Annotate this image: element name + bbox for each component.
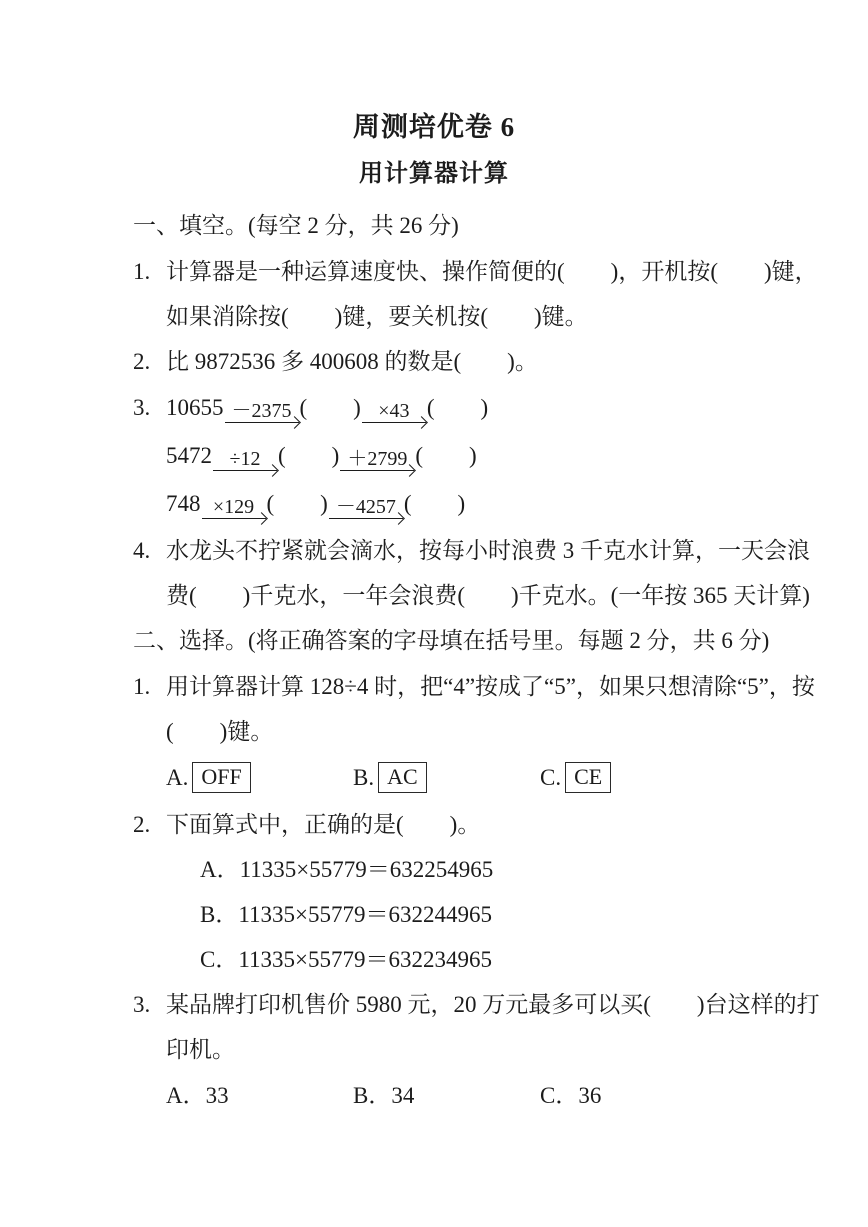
arrow-shaft [225, 422, 299, 428]
option-a: A．33 [166, 1083, 229, 1108]
answer-blank: ( ) [403, 491, 466, 516]
operation-arrow [329, 497, 403, 524]
option-label: A. [166, 765, 189, 790]
s2-q1-line1 [133, 664, 815, 709]
section2-heading: 二、选择。(将正确答案的字母填在括号里。每题 2 分，共 6 分) [133, 628, 770, 653]
item-number: 2. [133, 349, 151, 374]
s2-q3-line1 [133, 982, 820, 1027]
item-number: 1. [133, 259, 151, 284]
arrow-shaft [202, 518, 266, 524]
key-box-ac: AC [378, 762, 427, 793]
arrow-shaft [213, 470, 277, 476]
arrow-operation-label: ＋2799 [347, 448, 408, 470]
s2-q3-line2: 印机。 [166, 1037, 235, 1062]
answer-blank: ( ) [415, 443, 477, 468]
question-text: 用计算器计算 128÷4 时，把“4”按成了“5”，如果只想清除“5”，按 [166, 674, 815, 699]
s1-q3-chain-3 [133, 480, 806, 528]
arrow-shaft [340, 470, 414, 476]
arrow-shaft [329, 518, 403, 524]
s1-q3-chain-1 [133, 384, 806, 432]
worksheet-content [133, 203, 820, 1120]
s1-q4-line1 [133, 528, 810, 573]
key-box-off: OFF [192, 762, 250, 793]
s1-q4-line2: 费( )千克水，一年会浪费( )千克水。(一年按 365 天计算) [166, 583, 810, 608]
chain-start-value: 5472 [166, 443, 212, 468]
s2-q2-option-c: C．11335×55779＝632234965 [200, 947, 492, 972]
operation-arrow [202, 497, 266, 524]
s1-q2-line [133, 339, 806, 384]
option-b: B．34 [353, 1083, 415, 1108]
arrow-operation-label: ×43 [378, 400, 410, 422]
question-text: 比 9872536 多 400608 的数是( )。 [166, 349, 538, 374]
page-title: 周测培优卷 6 [352, 112, 516, 142]
operation-arrow [213, 449, 277, 476]
option-c: C．36 [540, 1083, 602, 1108]
question-text: 某品牌打印机售价 5980 元，20 万元最多可以买( )台这样的打 [166, 992, 820, 1017]
item-number: 3. [133, 992, 151, 1017]
answer-blank: ( ) [266, 491, 328, 516]
option-a [166, 754, 353, 802]
s1-q1-line1 [133, 249, 818, 294]
s2-q1-line2: ( )键。 [166, 719, 274, 744]
item-number: 3. [133, 395, 151, 420]
option-c [540, 754, 727, 802]
arrow-operation-label: －4257 [335, 496, 396, 518]
question-text: 水龙头不拧紧就会滴水，按每小时浪费 3 千克水计算，一天会浪 [166, 538, 810, 563]
chain-start-value: 10655 [166, 395, 224, 420]
option-label: B. [353, 765, 375, 790]
arrow-shaft [362, 422, 426, 428]
item-number: 2. [133, 812, 151, 837]
chain-start-value: 748 [166, 491, 201, 516]
operation-arrow [362, 401, 426, 428]
s2-q2-line [133, 802, 806, 847]
key-box-ce: CE [565, 762, 611, 793]
s2-q2-option-a: A．11335×55779＝632254965 [200, 857, 494, 882]
answer-blank: ( ) [299, 395, 361, 420]
item-number: 4. [133, 538, 151, 563]
option-label: C. [540, 765, 562, 790]
answer-blank: ( ) [278, 443, 340, 468]
question-text: 计算器是一种运算速度快、操作简便的( )，开机按( )键， [166, 259, 818, 284]
arrow-operation-label: ÷12 [229, 448, 261, 470]
item-number: 1. [133, 674, 151, 699]
operation-arrow [340, 449, 414, 476]
section1-heading: 一、填空。(每空 2 分，共 26 分) [133, 213, 459, 238]
s2-q3-options [133, 1072, 806, 1120]
answer-blank: ( ) [426, 395, 489, 420]
s1-q1-line2: 如果消除按( )键，要关机按( )键。 [166, 304, 588, 329]
operation-arrow [225, 401, 299, 428]
s2-q2-option-b: B．11335×55779＝632244965 [200, 902, 492, 927]
arrow-operation-label: －2375 [231, 400, 292, 422]
arrow-operation-label: ×129 [212, 496, 255, 518]
page-subtitle: 用计算器计算 [359, 161, 509, 187]
s1-q3-chain-2 [133, 432, 806, 480]
s2-q1-options [133, 754, 806, 802]
question-text: 下面算式中，正确的是( )。 [166, 812, 481, 837]
option-b [353, 754, 540, 802]
